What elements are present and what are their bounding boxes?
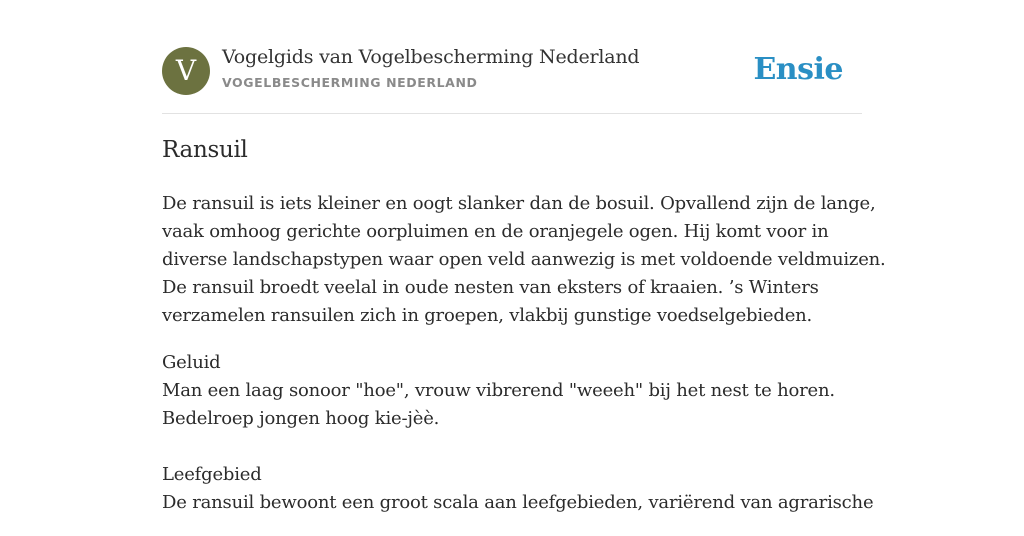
intro-line: De ransuil broedt veelal in oude nesten van eksters of kraaien. ’s Winters — [162, 277, 819, 298]
intro-line: diverse landschapstypen waar open veld aanwezig is met voldoende veldmuizen. — [162, 249, 886, 270]
intro-line: vaak omhoog gerichte oorpluimen en de oranjegele ogen. Hij komt voor in — [162, 221, 829, 242]
geluid-line: Man een laag sonoor "hoe", vrouw vibrerend "weeeh" bij het nest te horen. — [162, 380, 835, 401]
avatar[interactable]: V — [162, 47, 210, 95]
article-body — [162, 190, 886, 536]
section-spacer — [162, 433, 862, 461]
leefgebied-heading: Leefgebied — [162, 464, 262, 485]
intro-line: verzamelen ransuilen zich in groepen, vlakbij gunstige voedselgebieden. — [162, 305, 813, 326]
page-title: Ransuil — [162, 137, 248, 163]
intro-paragraph — [162, 190, 886, 330]
site-subtitle[interactable]: VOGELBESCHERMING NEDERLAND — [222, 75, 478, 90]
geluid-line: Bedelroep jongen hoog kie-jèè. — [162, 408, 440, 429]
page-container — [162, 0, 886, 513]
leefgebied-line: De ransuil bewoont een groot scala aan leefgebieden, variërend van agrarische — [162, 492, 874, 513]
ensie-logo[interactable]: Ensie — [753, 52, 843, 87]
details-paragraph — [162, 349, 874, 517]
site-title[interactable]: Vogelgids van Vogelbescherming Nederland — [222, 46, 640, 68]
header — [162, 0, 862, 114]
geluid-heading: Geluid — [162, 352, 221, 373]
intro-line: De ransuil is iets kleiner en oogt slanker dan de bosuil. Opvallend zijn de lange, — [162, 193, 876, 214]
